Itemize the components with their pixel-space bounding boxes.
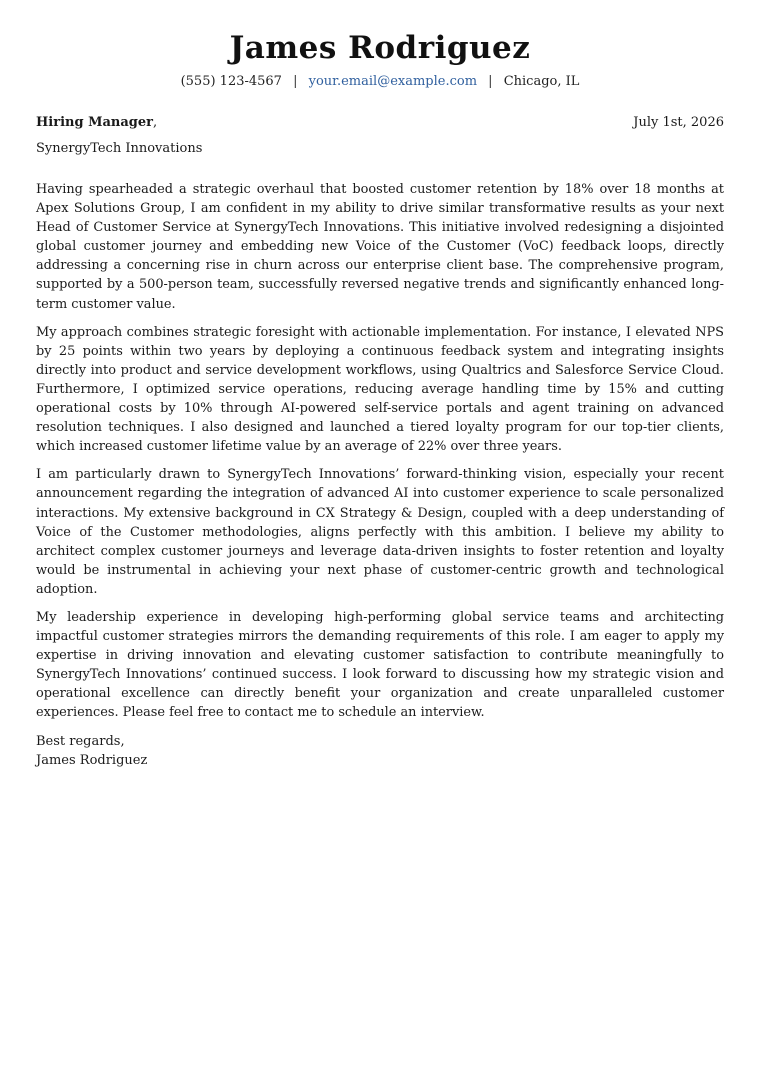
phone-number: (555) 123-4567 bbox=[180, 74, 282, 89]
closing-signature: James Rodriguez bbox=[36, 752, 148, 768]
recipient-row bbox=[36, 114, 724, 132]
body-paragraph: Having spearheaded a strategic overhaul that boosted customer retention by 18% over 18 months at Apex Solutions Group, I am confident in my ability to drive similar transformative results as your next Head of Customer Service at SynergyTech Innovations. This initiative involved redesigning a disjointed global customer journey and embedding new Voice of the Customer (VoC) feedback loops, directly addressing a concerning rise in churn across our enterprise client base. The comprehensive program, supported by a 500-person team, successfully reversed negative trends and significantly enhanced long-term customer value. bbox=[36, 182, 724, 312]
contact-line bbox=[0, 72, 760, 92]
closing-block bbox=[36, 732, 724, 770]
letter-date: July 1st, 2026 bbox=[633, 115, 724, 130]
body-paragraph: I am particularly drawn to SynergyTech Innovations’ forward-thinking vision, especially your recent announcement regarding the integration of advanced AI into customer experience to scale personalized interactions. My extensive background in CX Strategy & Design, coupled with a deep understanding of Voice of the Customer methodologies, aligns perfectly with this ambition. I believe my ability to architect complex customer journeys and leverage data-driven insights to foster retention and loyalty would be instrumental in achieving your next phase of customer-centric growth and technological adoption. bbox=[36, 467, 724, 597]
closing-salutation: Best regards, bbox=[36, 733, 125, 749]
email-link[interactable]: your.email@example.com bbox=[308, 74, 478, 89]
recipient-company: SynergyTech Innovations bbox=[36, 141, 203, 156]
body-paragraph: My leadership experience in developing high-performing global service teams and architecting impactful customer strategies mirrors the demanding requirements of this role. I am eager to apply my expertise in driving innovation and elevating customer satisfaction to contribute meaningfully to SynergyTech Innovations’ continued success. I look forward to discussing how my strategic vision and operational excellence can directly benefit your organization and create unparalleled customer experiences. Please feel free to contact me to schedule an interview. bbox=[36, 609, 724, 721]
letter-body bbox=[36, 180, 724, 770]
contact-separator: | bbox=[488, 74, 493, 89]
location: Chicago, IL bbox=[503, 74, 580, 89]
contact-separator: | bbox=[293, 74, 298, 89]
recipient-name-suffix: , bbox=[152, 115, 158, 130]
body-paragraph: My approach combines strategic foresight with actionable implementation. For instance, I elevated NPS by 25 points within two years by deploying a continuous feedback system and integrating insights directly into product and service development workflows, using Qualtrics and Salesforce Service Cloud. Furthermore, I optimized service operations, reducing average handling time by 15% and cutting operational costs by 10% through AI-powered self-service portals and agent training on advanced resolution techniques. I also designed and launched a tiered loyalty program for our top-tier clients, which increased customer lifetime value by an average of 22% over three years. bbox=[36, 324, 724, 455]
applicant-name: James Rodriguez bbox=[229, 30, 531, 66]
recipient-line bbox=[36, 114, 157, 132]
recipient-name: Hiring Manager bbox=[36, 115, 153, 130]
